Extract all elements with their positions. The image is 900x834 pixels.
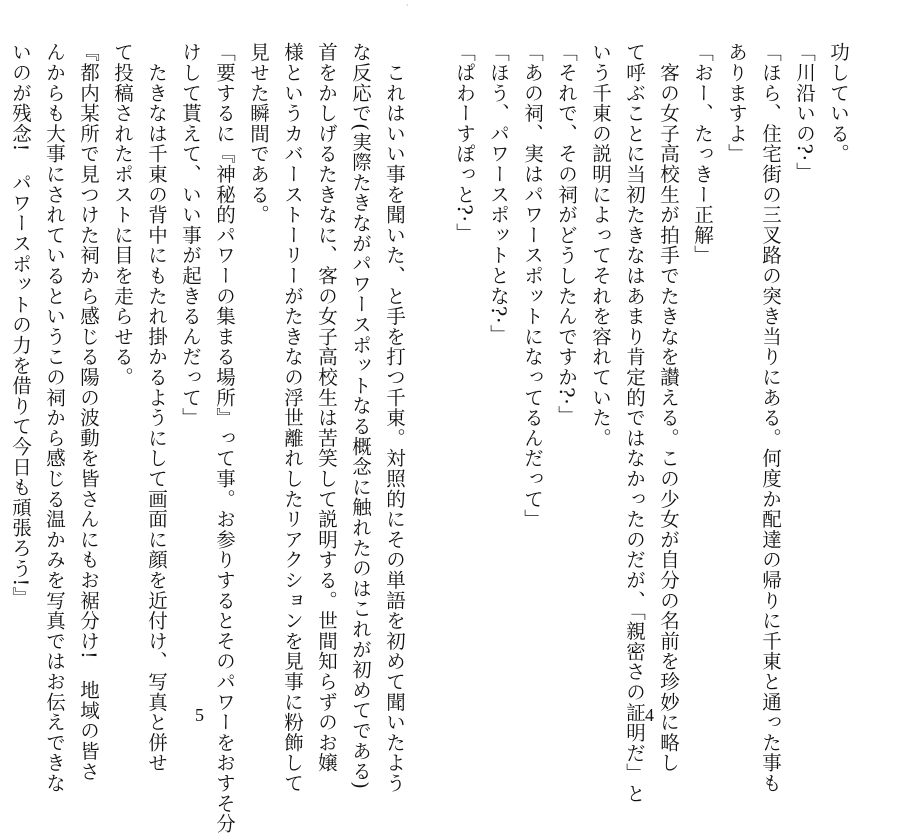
text-line: て投稿されたポストに目を走らせる。 — [111, 42, 134, 388]
text-line: んからも大事にされているというこの祠から感じる温かみを写真ではお伝えできな — [43, 42, 66, 794]
text-line: 「それで、その祠がどうしたんですか?·」 — [555, 42, 578, 426]
text-line: 客の女子高校生が拍手でたきなを讃える。この少女が自分の名前を珍妙に略し — [657, 42, 680, 773]
text-line: 「あの祠、実はパワースポットになってるんだって」 — [521, 42, 544, 530]
scan-mark: · — [406, 1, 409, 10]
text-line: 『都内某所で見つけた祠から感じる陽の波動を皆さんにもお裾分け! 地域の皆さ — [77, 42, 100, 782]
text-line: 様というカバーストーリーがたきなの浮世離れしたリアクションを見事に粉飾して — [281, 42, 304, 794]
text-line: いのが残念! パワースポットの力を借りて今日も頑張ろう!』 — [9, 42, 32, 608]
text-line: 「川沿いの?·」 — [793, 42, 816, 183]
text-line: 「おー、たっきー正解」 — [691, 42, 714, 266]
page-number: 5 — [195, 705, 204, 725]
text-line: 「要するに『神秘的パワーの集まる場所』って事。お参りするとそのパワーをおすそ分 — [213, 42, 236, 834]
text-line: 「ぱわーすぽっと?·」 — [453, 42, 476, 243]
page-right — [453, 0, 900, 804]
text-line: ありますよ」 — [725, 42, 748, 164]
text-line: て呼ぶことに当初たきなはあまり肯定的ではなかったのだが、「親密さの証明だ」と — [623, 42, 646, 804]
text-line: 「ほう、パワースポットとな?·」 — [487, 42, 510, 345]
text-line: けして貰えて、いい事が起きるんだって」 — [179, 42, 202, 428]
text-line: いう千東の説明によってそれを容れていた。 — [589, 42, 612, 448]
text-line: 見せた瞬間である。 — [247, 42, 270, 225]
text-line: たきなは千東の背中にもたれ掛かるようにして画面に顔を近付け、写真と併せ — [145, 42, 168, 773]
text-line: 功している。 — [827, 42, 850, 164]
text-line: 首をかしげるたきなに、客の女子高校生は苦笑して説明する。世間知らずのお嬢 — [315, 42, 338, 773]
text-line: な反応で(実際たきながパワースポットなる概念に触れたのはこれが初めてである) — [349, 42, 372, 790]
text-line: これはいい事を聞いた、と手を打つ千東。対照的にその単語を初めて聞いたよう — [383, 42, 406, 794]
page-number: 4 — [645, 705, 654, 725]
text-line: 「ほら、住宅街の三叉路の突き当りにある。何度か配達の帰りに千東と通った事も — [759, 42, 782, 794]
